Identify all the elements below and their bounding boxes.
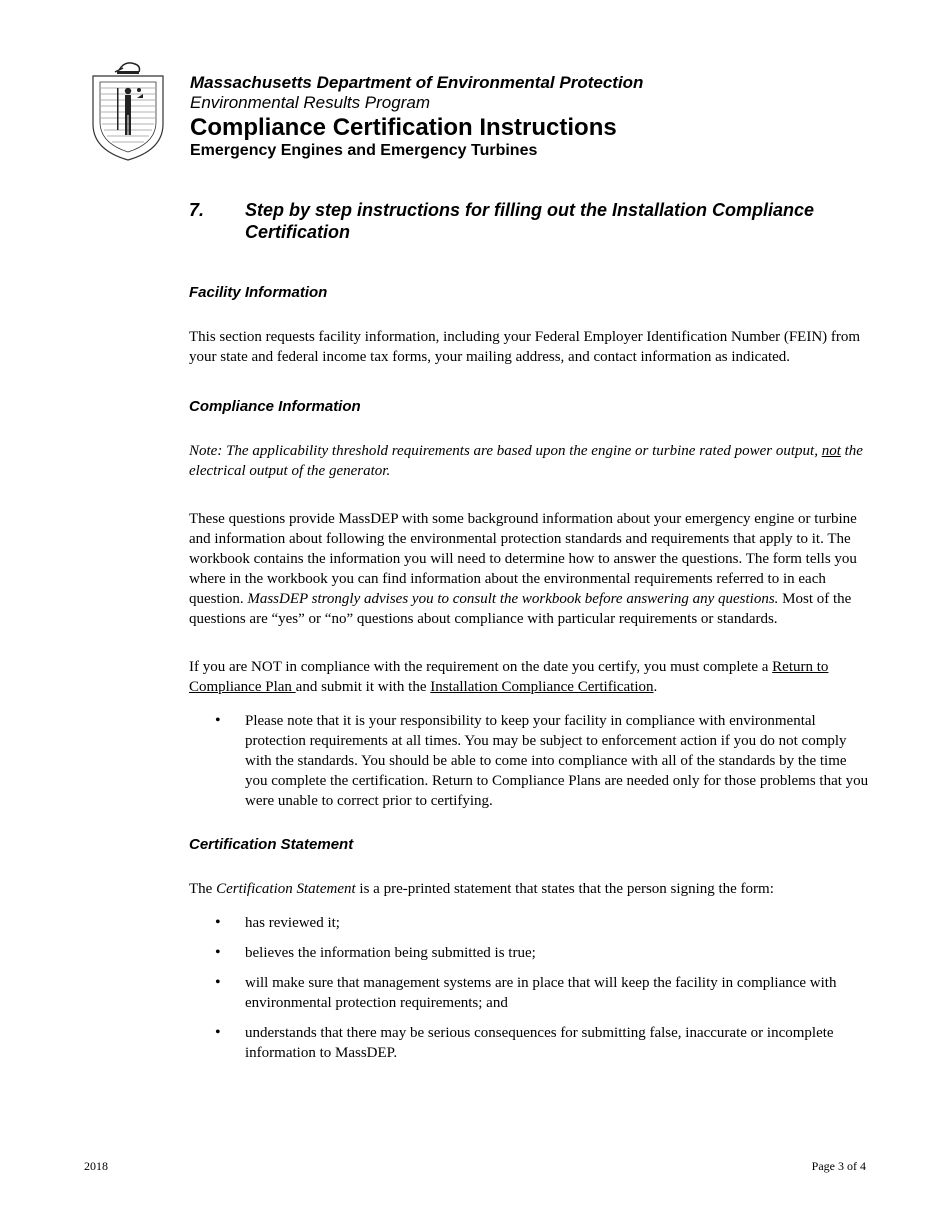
document-title: Compliance Certification Instructions xyxy=(190,113,617,141)
footer-year: 2018 xyxy=(84,1159,108,1173)
compliance-bullet-list xyxy=(189,711,869,811)
list-item: • understands that there may be serious consequences for submitting false, inaccurate or incomplete information to MassDEP. xyxy=(189,1023,869,1063)
return-to-compliance-plan-link[interactable]: Return to Compliance Plan xyxy=(189,659,829,695)
facility-text: This section requests facility information, including your Federal Employer Identification Number (FEIN) from your state and federal income tax forms, your mailing address, and contact information as indicated. xyxy=(189,329,861,365)
page-header xyxy=(190,73,643,161)
section-number: 7. xyxy=(189,200,205,220)
installation-compliance-certification-link[interactable]: Installation Compliance Certification xyxy=(430,679,654,695)
list-item: • has reviewed it; xyxy=(189,913,869,933)
agency-name: Massachusetts Department of Environmental Protection xyxy=(190,73,644,92)
massachusetts-seal-logo xyxy=(87,58,169,162)
certification-bullet-list xyxy=(189,913,869,1063)
section-heading xyxy=(189,199,869,243)
compliance-note: Note: The applicability threshold requirements are based upon the engine or turbine rated power output, not the electrical output of the generator. xyxy=(189,443,863,479)
list-item: • Please note that it is your responsibility to keep your facility in compliance with environmental protection requirements at all times. You may be subject to enforcement action if you do not comply with the standards. You should be able to come into compliance with all of the standards by the time you complete the certification. Return to Compliance Plans are needed only for those problems that you were unable to correct prior to certifying. xyxy=(189,711,869,811)
list-item: • believes the information being submitted is true; xyxy=(189,943,869,963)
list-item: • will make sure that management systems are in place that will keep the facility in compliance with environmental protection requirements; and xyxy=(189,973,869,1013)
document-subtitle: Emergency Engines and Emergency Turbines xyxy=(190,142,538,160)
compliance-paragraph-2: If you are NOT in compliance with the requirement on the date you certify, you must complete a Return to Compliance Plan and submit it with the Installation Compliance Certification. xyxy=(189,659,829,695)
compliance-paragraph-1: These questions provide MassDEP with some background information about your emergency engine or turbine and information about following the environmental protection standards and requirements that apply to it. The workbook contains the information you will need to determine how to answer the questions. The form tells you where in the workbook you can find information about the environmental requirements referred to in each question. MassDEP strongly advises you to consult the workbook before answering any questions. Most of the questions are “yes” or “no” questions about compliance with particular requirements or standards. xyxy=(189,511,857,627)
program-name: Environmental Results Program xyxy=(190,93,430,113)
facility-heading: Facility Information xyxy=(189,284,328,301)
main-content xyxy=(189,199,869,1063)
footer-page-number: Page 3 of 4 xyxy=(811,1159,866,1173)
certification-heading: Certification Statement xyxy=(189,836,354,853)
compliance-heading: Compliance Information xyxy=(189,398,361,415)
certification-intro: The Certification Statement is a pre-printed statement that states that the person signing the form: xyxy=(189,881,774,897)
section-title: Step by step instructions for filling out the Installation Compliance Certification xyxy=(245,200,815,242)
